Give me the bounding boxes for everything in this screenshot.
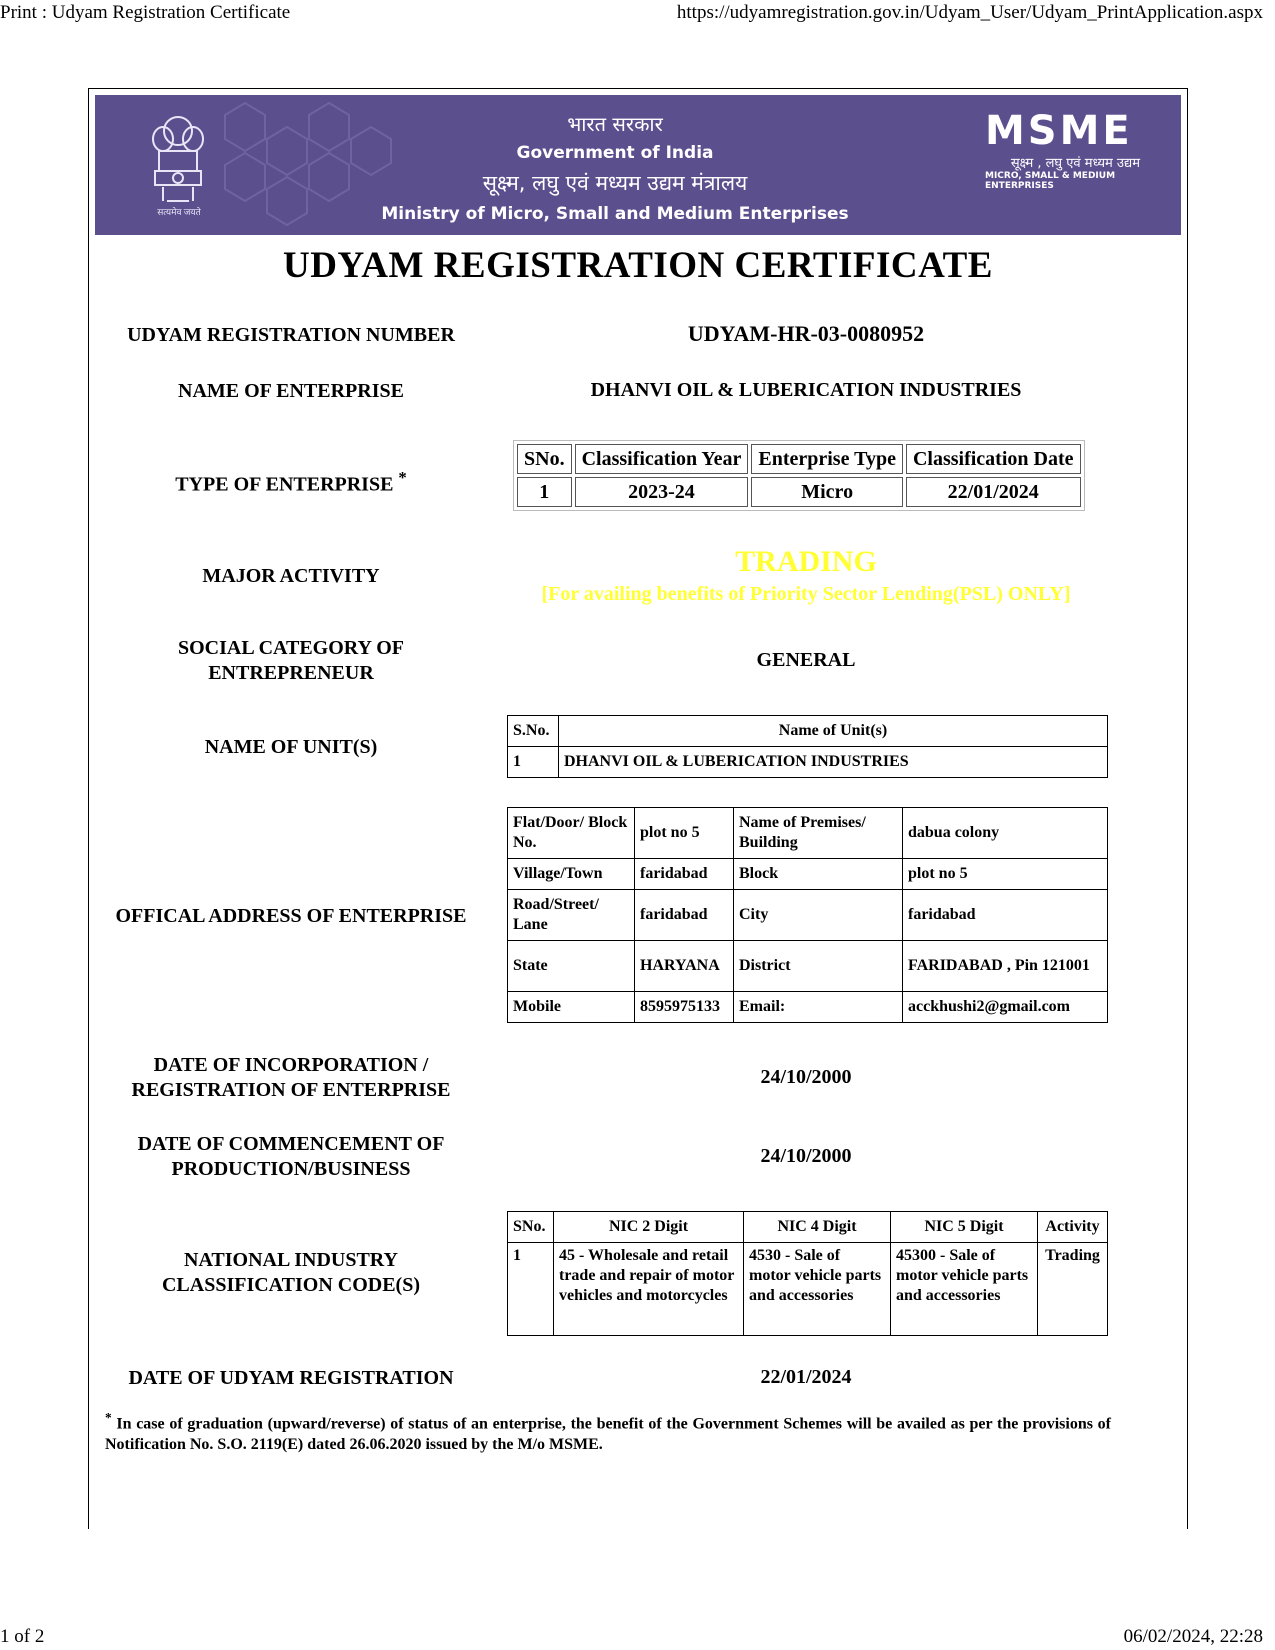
units-label: NAME OF UNIT(S) [204,736,378,758]
incorporation-value: 24/10/2000 [760,1066,852,1088]
table-row [508,890,1108,941]
district-label: District [734,941,903,992]
major-activity-value: TRADING [735,545,877,578]
footnote [105,1407,1111,1455]
table-cell: 4530 - Sale of motor vehicle parts and accessories [744,1243,891,1336]
enterprise-type-label [95,465,487,498]
table-row [508,808,1108,859]
flat-label: Flat/Door/ Block No. [508,808,635,859]
table-cell: 45 - Wholesale and retail trade and repair of motor vehicles and motorcycles [554,1243,744,1336]
block-value: plot no 5 [903,859,1108,890]
page-number: 1 of 2 [0,1626,45,1647]
table-cell: 22/01/2024 [906,477,1081,507]
udyam-date-label: DATE OF UDYAM REGISTRATION [128,1367,454,1389]
table-cell: 45300 - Sale of motor vehicle parts and accessories [891,1243,1038,1336]
table-header-row [517,444,1081,474]
enterprise-name-label: NAME OF ENTERPRISE [178,380,404,402]
table-header: Classification Year [575,444,749,474]
table-row [517,477,1081,507]
social-label-line2: ENTREPRENEUR [208,662,374,684]
table-header: SNo. [517,444,572,474]
table-row [508,1243,1108,1336]
gov-text: Government of India [516,143,714,163]
incorporation-label-line2: REGISTRATION OF ENTERPRISE [131,1079,451,1101]
reg-number-label: UDYAM REGISTRATION NUMBER [127,324,455,346]
enterprise-type-label-text: TYPE OF ENTERPRISE [175,473,394,496]
table-header: NIC 2 Digit [554,1212,744,1243]
village-label: Village/Town [508,859,635,890]
mobile-label: Mobile [508,992,635,1023]
nic-label-line1: NATIONAL INDUSTRY [184,1249,398,1271]
city-label: City [734,890,903,941]
commencement-label-line2: PRODUCTION/BUSINESS [171,1158,411,1180]
commencement-value: 24/10/2000 [760,1145,852,1167]
certificate-title: UDYAM REGISTRATION CERTIFICATE [283,245,993,286]
block-label: Block [734,859,903,890]
table-cell: 2023-24 [575,477,749,507]
print-header-url: https://udyamregistration.gov.in/Udyam_User/Udyam_PrintApplication.aspx [676,2,1263,23]
table-cell: DHANVI OIL & LUBERICATION INDUSTRIES [559,747,1108,778]
commencement-label-line1: DATE OF COMMENCEMENT OF [137,1133,445,1155]
premises-label: Name of Premises/ Building [734,808,903,859]
table-header-row [508,716,1108,747]
table-header: NIC 4 Digit [744,1212,891,1243]
msme-logo-hindi: सूक्ष्म , लघु एवं मध्यम उद्यम [1010,156,1140,171]
road-label: Road/Street/ Lane [508,890,635,941]
gov-banner [95,95,1181,235]
email-label: Email: [734,992,903,1023]
emblem-motto: सत्यमेव जयते [157,207,201,217]
national-emblem-icon [143,109,213,219]
hindi-gov-text: भारत सरकार [567,112,663,136]
state-value: HARYANA [635,941,734,992]
udyam-date-value: 22/01/2024 [760,1366,852,1388]
units-table [507,715,1108,778]
table-cell: 1 [508,747,559,778]
table-header-row [508,1212,1108,1243]
social-label-line1: SOCIAL CATEGORY OF [178,637,404,659]
table-row [508,747,1108,778]
ministry-text: Ministry of Micro, Small and Medium Enterprises [381,204,849,224]
print-header-title: Print : Udyam Registration Certificate [0,2,291,23]
msme-logo-word: MSME [985,108,1133,154]
table-row [508,941,1108,992]
mobile-value: 8595975133 [635,992,734,1023]
footnote-star: * [105,1410,112,1425]
email-value: acckhushi2@gmail.com [903,992,1108,1023]
nic-table [507,1211,1108,1336]
footnote-text: In case of graduation (upward/reverse) of status of an enterprise, the benefit of the Government Schemes will be availed as per the provisions of Notification No. S.O. 2119(E) dated 26.06.2020 issued by the M/o MSME. [105,1415,1112,1454]
table-row [508,859,1108,890]
incorporation-label [95,1053,487,1103]
table-header: Name of Unit(s) [559,716,1108,747]
address-label: OFFICAL ADDRESS OF ENTERPRISE [115,905,467,927]
village-value: faridabad [635,859,734,890]
certificate-frame [88,88,1188,1529]
banner-heading [355,109,875,229]
print-datetime: 06/02/2024, 22:28 [1123,1626,1263,1647]
commencement-label [95,1132,487,1182]
state-label: State [508,941,635,992]
table-header: SNo. [508,1212,554,1243]
table-header: S.No. [508,716,559,747]
table-header: NIC 5 Digit [891,1212,1038,1243]
major-activity-label: MAJOR ACTIVITY [202,565,380,587]
table-cell: Trading [1038,1243,1108,1336]
table-header: Enterprise Type [751,444,903,474]
city-value: faridabad [903,890,1108,941]
table-header: Activity [1038,1212,1108,1243]
premises-value: dabua colony [903,808,1108,859]
district-value: FARIDABAD , Pin 121001 [903,941,1108,992]
social-category-label [95,636,487,686]
table-header: Classification Date [906,444,1081,474]
footnote-star: * [398,468,407,487]
table-cell: Micro [751,477,903,507]
hindi-ministry-text: सूक्ष्म, लघु एवं मध्यम उद्यम मंत्रालय [482,171,748,195]
address-table [507,807,1108,1023]
major-activity-note: [For availing benefits of Priority Sector Lending(PSL) ONLY] [541,583,1071,605]
nic-label [95,1248,487,1298]
msme-logo-english: MICRO, SMALL & MEDIUM ENTERPRISES [985,171,1116,191]
flat-value: plot no 5 [635,808,734,859]
msme-logo [985,109,1155,191]
road-value: faridabad [635,890,734,941]
table-cell: 1 [508,1243,554,1336]
incorporation-label-line1: DATE OF INCORPORATION / [153,1054,429,1076]
enterprise-name-value: DHANVI OIL & LUBERICATION INDUSTRIES [590,379,1022,401]
nic-label-line2: CLASSIFICATION CODE(S) [161,1274,420,1296]
classification-table [513,440,1085,511]
social-category-value: GENERAL [756,649,856,671]
table-cell: 1 [517,477,572,507]
table-row [508,992,1108,1023]
reg-number-value: UDYAM-HR-03-0080952 [687,321,925,346]
